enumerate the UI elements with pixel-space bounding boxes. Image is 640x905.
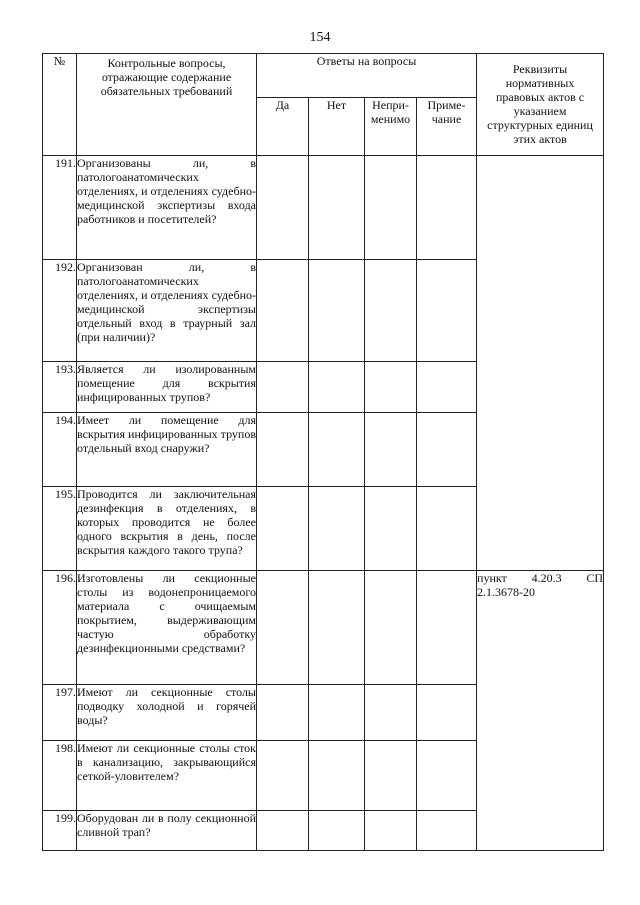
answer-not-applicable-cell[interactable] [365,571,417,685]
page-number: 154 [309,30,331,45]
answers-group-header: Ответы на вопросы [257,54,477,98]
answer-no-cell[interactable] [309,362,365,413]
row-number: 193. [43,362,77,413]
answer-header-yes: Да [257,98,309,156]
answer-note-cell[interactable] [417,362,477,413]
answer-no-cell[interactable] [309,156,365,260]
answer-not-applicable-cell[interactable] [365,362,417,413]
row-number: 194. [43,413,77,487]
row-question: Имеет ли помещение для вскрытия инфицированных трупов отдельный вход снаружи? [77,413,257,487]
answer-not-applicable-cell[interactable] [365,487,417,571]
answer-note-cell[interactable] [417,156,477,260]
row-question: Организован ли, в патологоанатомических отделениях, и отделениях судебно-медицинской экспертизы отдельный вход в траурный зал (при наличии)? [77,260,257,362]
answer-yes-cell[interactable] [257,362,309,413]
answer-no-cell[interactable] [309,571,365,685]
answer-yes-cell[interactable] [257,487,309,571]
row-number: 199. [43,811,77,851]
number-column-header: № [43,54,77,156]
row-number: 196. [43,571,77,685]
row-number: 198. [43,741,77,811]
answer-yes-cell[interactable] [257,811,309,851]
row-question: Организованы ли, в патологоанатомических отделениях, и отделениях судебно-медицинской экспертизы входа работников и посетителей? [77,156,257,260]
checklist-table [42,53,604,851]
answer-no-cell[interactable] [309,413,365,487]
row-question: Имеют ли секционные столы сток в канализацию, закрывающийся сеткой-уловителем? [77,741,257,811]
answer-not-applicable-cell[interactable] [365,685,417,741]
reference-column-header [477,54,604,156]
reference-cell: пункт 4.20.3 СП 2.1.3678-20 [477,571,604,851]
row-number: 195. [43,487,77,571]
answer-header-no: Нет [309,98,365,156]
answer-header-not-applicable: Непри- менимо [365,98,417,156]
answer-not-applicable-cell[interactable] [365,413,417,487]
answer-note-cell[interactable] [417,487,477,571]
answer-header-note: Приме- чание [417,98,477,156]
answer-note-cell[interactable] [417,741,477,811]
answer-no-cell[interactable] [309,811,365,851]
row-number: 192. [43,260,77,362]
table-row [43,571,604,685]
question-column-header [77,54,257,156]
table-row [43,156,604,260]
answer-yes-cell[interactable] [257,156,309,260]
row-question: Изготовлены ли секционные столы из водонепроницаемого материала с очищаемым покрытием, выдерживающим частую обработку дезинфекционными средствами? [77,571,257,685]
reference-column-header-text: Реквизиты нормативных правовых актов с указанием структурных единиц этих актов [487,62,593,146]
reference-cell [477,156,604,571]
row-question: Проводится ли заключительная дезинфекция в отделениях, в которых проводится не более одного вскрытия в день, после вскрытия каждого такого трупа? [77,487,257,571]
answer-yes-cell[interactable] [257,413,309,487]
answer-note-cell[interactable] [417,260,477,362]
row-number: 197. [43,685,77,741]
answer-no-cell[interactable] [309,741,365,811]
answer-no-cell[interactable] [309,487,365,571]
answer-not-applicable-cell[interactable] [365,260,417,362]
answer-no-cell[interactable] [309,685,365,741]
answer-not-applicable-cell[interactable] [365,741,417,811]
answer-yes-cell[interactable] [257,685,309,741]
row-number: 191. [43,156,77,260]
answer-no-cell[interactable] [309,260,365,362]
question-column-header-text: Контрольные вопросы, отражающие содержание обязательных требований [100,56,233,98]
answer-note-cell[interactable] [417,413,477,487]
answer-note-cell[interactable] [417,811,477,851]
row-question: Оборудован ли в полу секционной сливной трап? [77,811,257,851]
answer-note-cell[interactable] [417,571,477,685]
answer-not-applicable-cell[interactable] [365,811,417,851]
row-question: Является ли изолированным помещение для вскрытия инфицированных трупов? [77,362,257,413]
answer-yes-cell[interactable] [257,741,309,811]
answer-yes-cell[interactable] [257,571,309,685]
row-question: Имеют ли секционные столы подводку холодной и горячей воды? [77,685,257,741]
answer-yes-cell[interactable] [257,260,309,362]
answer-not-applicable-cell[interactable] [365,156,417,260]
answer-note-cell[interactable] [417,685,477,741]
